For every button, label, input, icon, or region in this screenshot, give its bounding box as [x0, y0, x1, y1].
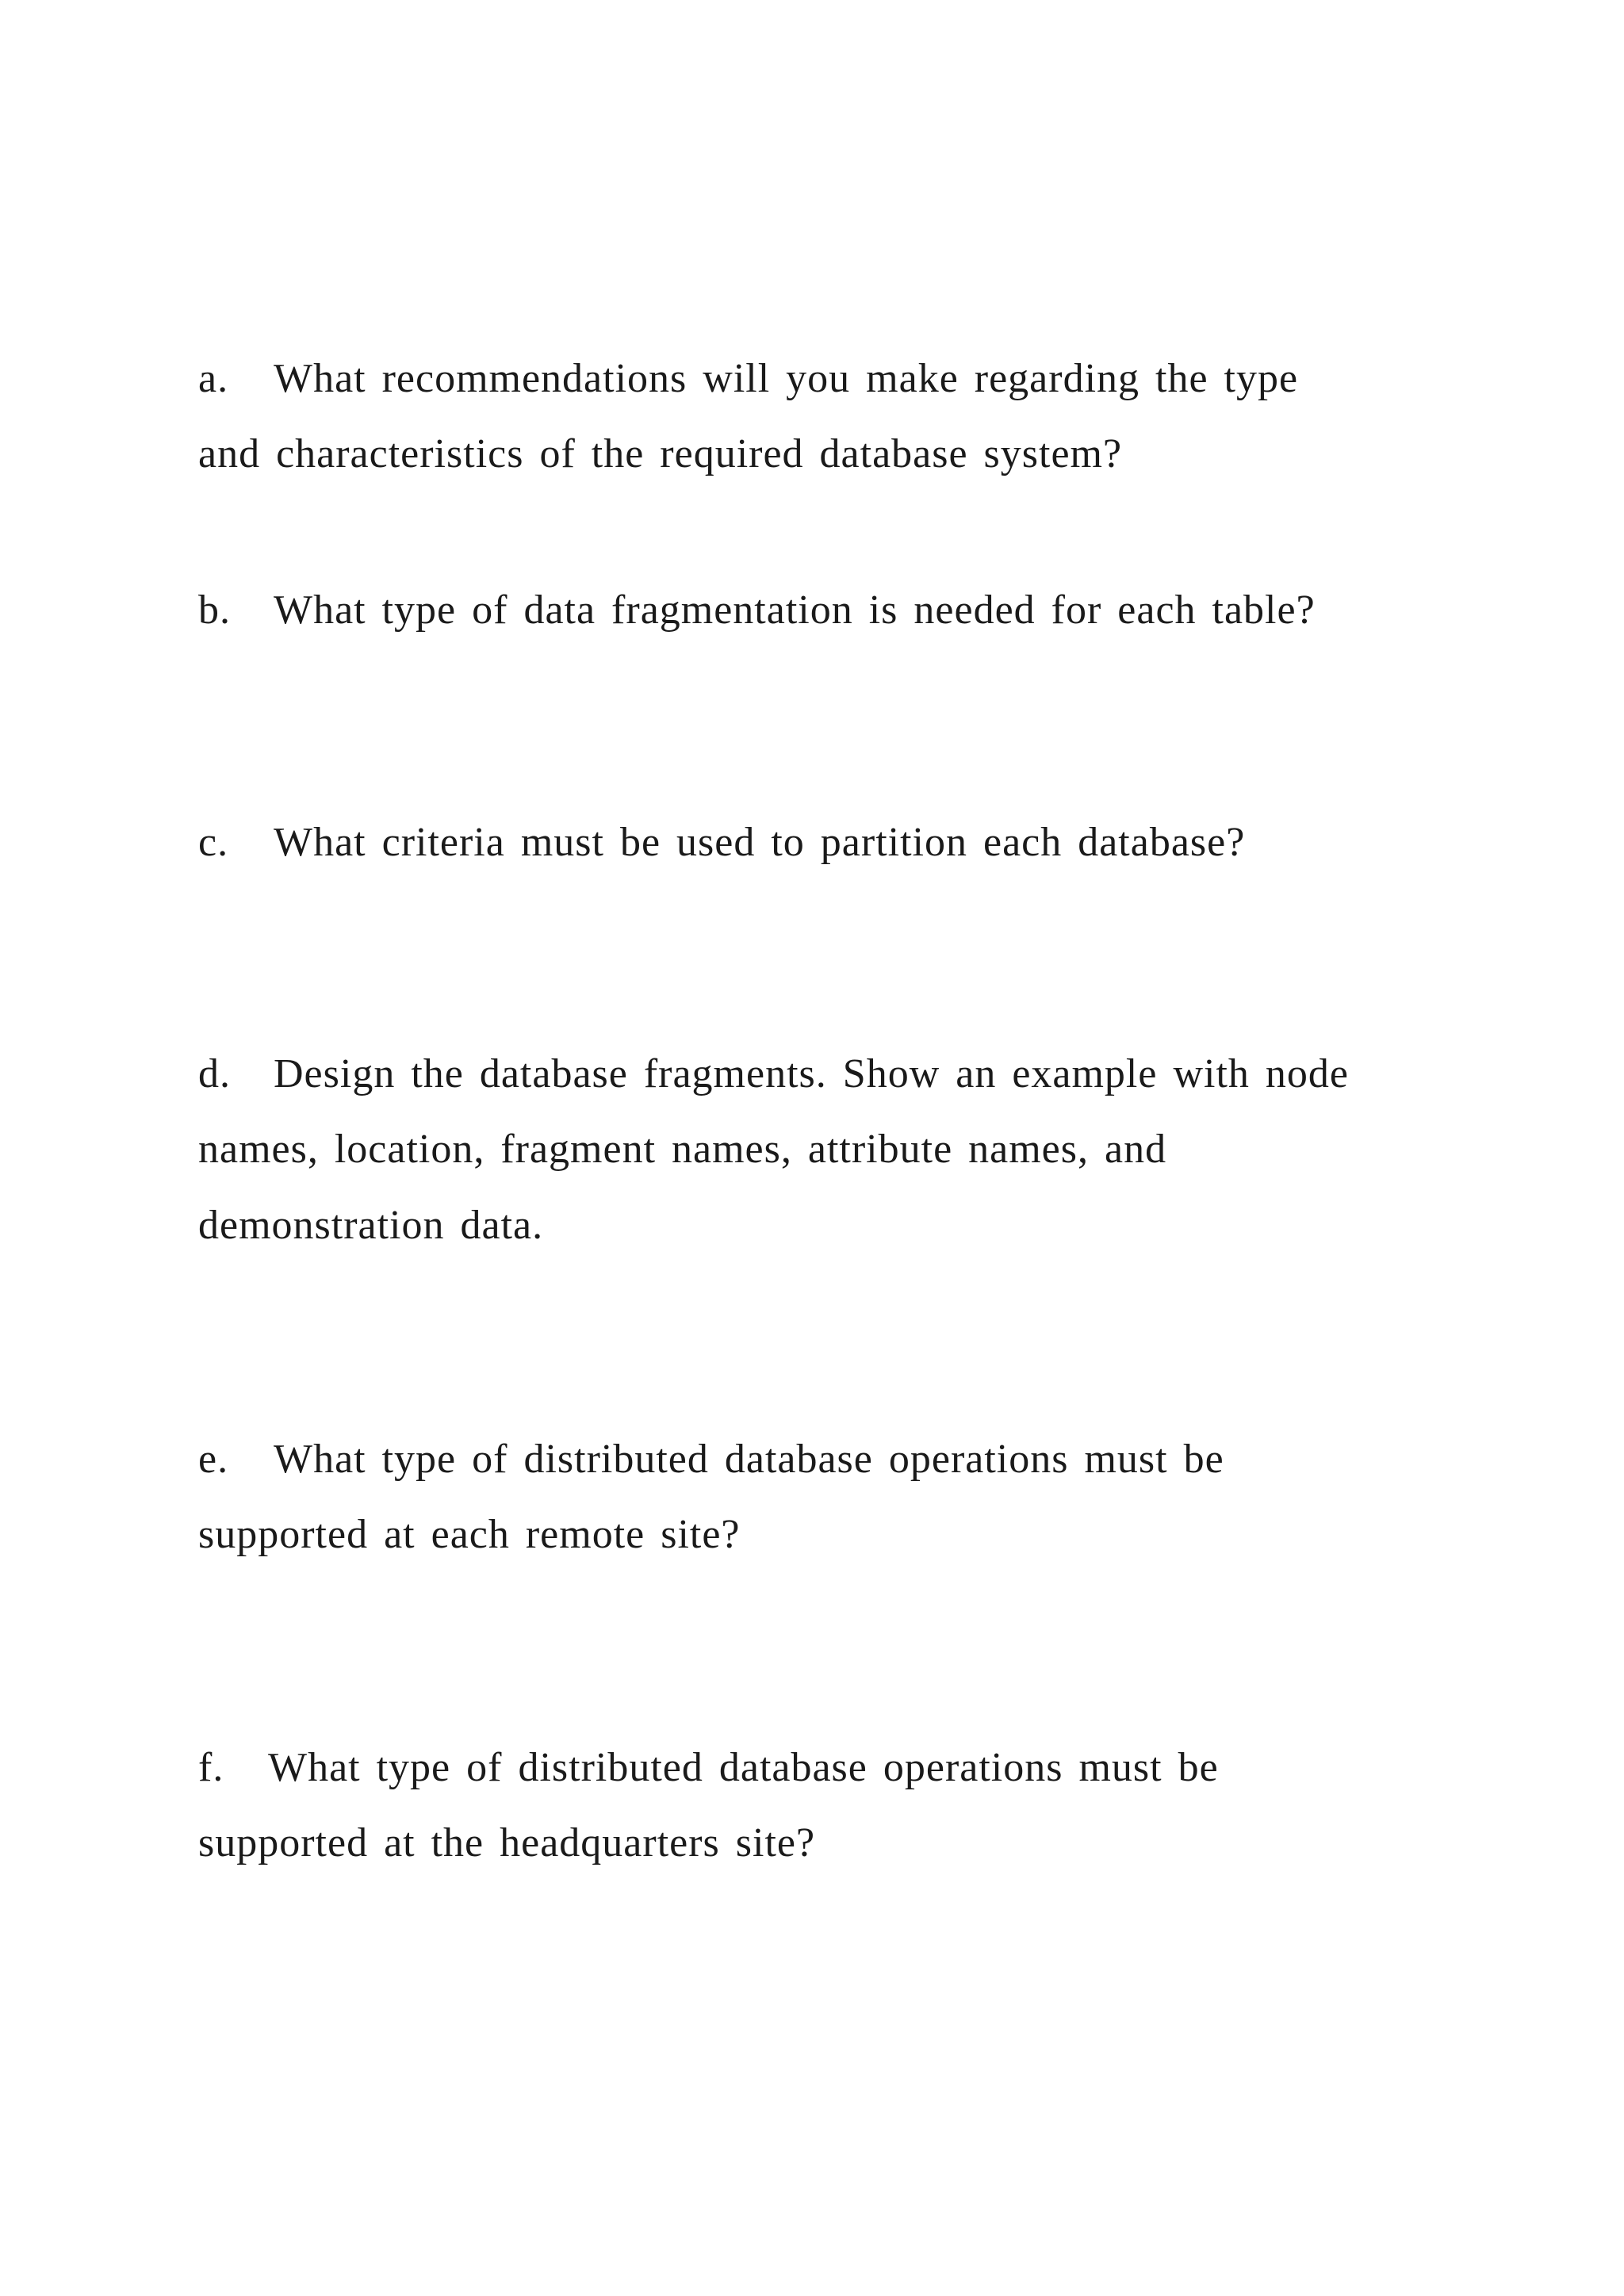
question-e-marker: e.: [198, 1437, 229, 1482]
question-b-marker: b.: [198, 587, 231, 633]
question-c-marker: c.: [198, 820, 229, 865]
question-f-marker: f.: [198, 1745, 224, 1790]
question-c-line-1: [198, 819, 1245, 867]
question-d-text-3: demonstration data.: [198, 1203, 544, 1248]
question-e-text-2: supported at each remote site?: [198, 1512, 741, 1557]
question-b-line-1: [198, 587, 1316, 634]
question-a-marker: a.: [198, 356, 229, 401]
question-f-text-2: supported at the headquarters site?: [198, 1820, 816, 1866]
question-c-text-1: What criteria must be used to partition each database?: [274, 820, 1246, 865]
question-a-line-1: [198, 355, 1298, 403]
question-d-text-2: names, location, fragment names, attribute names, and: [198, 1127, 1167, 1172]
question-f-text-1: What type of distributed database operations must be: [268, 1745, 1219, 1790]
question-d-text-1: Design the database fragments. Show an example with node: [274, 1051, 1349, 1096]
question-d-line-3: [198, 1202, 543, 1249]
question-e-text-1: What type of distributed database operations must be: [274, 1437, 1224, 1482]
question-b-text-1: What type of data fragmentation is needed for each table?: [274, 587, 1316, 633]
question-a-line-2: [198, 430, 1122, 478]
question-a-text-2: and characteristics of the required database system?: [198, 431, 1123, 476]
question-e-line-1: [198, 1436, 1224, 1483]
question-a-text-1: What recommendations will you make regarding the type: [274, 356, 1299, 401]
question-f-line-2: [198, 1820, 815, 1867]
question-f-line-1: [198, 1744, 1219, 1792]
question-d-line-2: [198, 1126, 1166, 1173]
question-d-line-1: [198, 1050, 1349, 1098]
question-d-marker: d.: [198, 1051, 231, 1096]
question-e-line-2: [198, 1511, 741, 1559]
